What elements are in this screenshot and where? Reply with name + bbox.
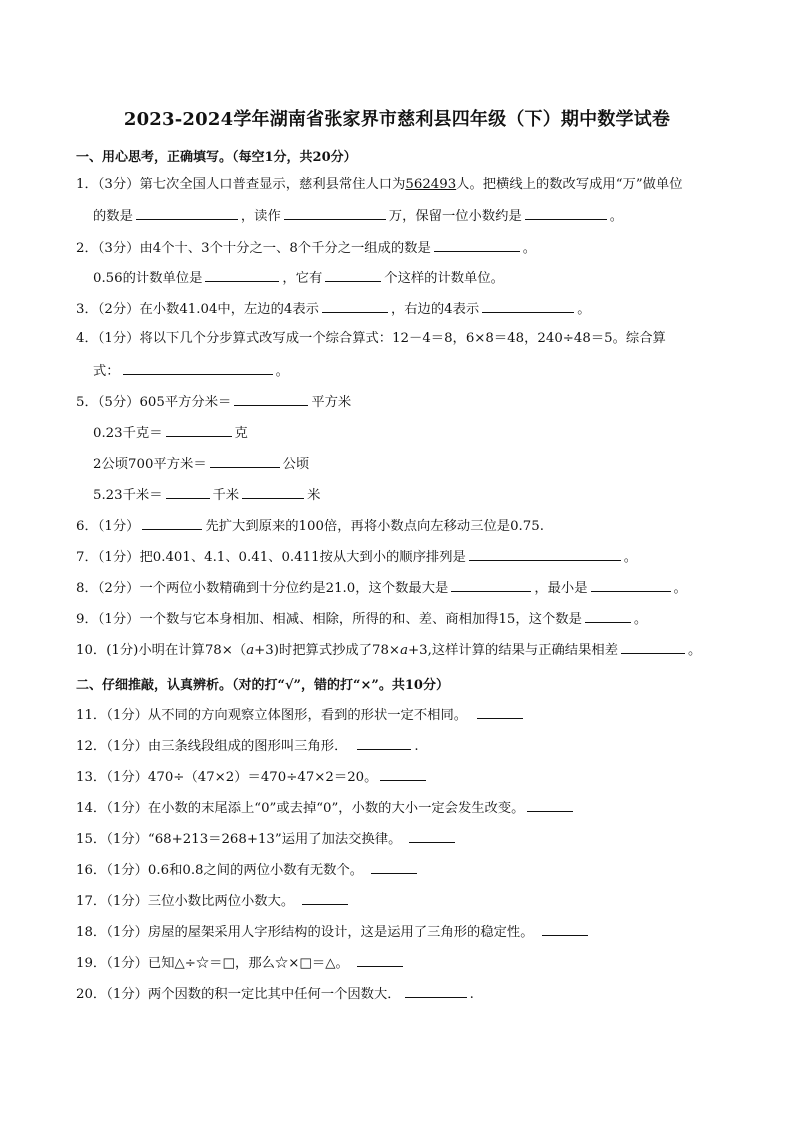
answer-blank[interactable] xyxy=(357,736,411,750)
text: 2．（3分）由4个十、3个十分之一、8个千分之一组成的数是 xyxy=(76,241,431,256)
answer-blank[interactable] xyxy=(166,423,232,437)
text: +3,这样计算的结果与正确结果相差 xyxy=(408,643,618,658)
text: 13．（1分）470÷（47×2）＝470÷47×2＝20。 xyxy=(76,770,378,785)
answer-blank[interactable] xyxy=(380,767,426,781)
question-4-line-1: 4．（1分）将以下几个分步算式改写成一个综合算式：12－4＝8，6×8＝48，240÷48＝5。综合算 xyxy=(76,331,666,346)
question-20 xyxy=(76,984,474,1004)
answer-blank[interactable] xyxy=(325,268,381,282)
answer-blank[interactable] xyxy=(136,206,238,220)
text: . xyxy=(469,987,474,1002)
text: 公顷 xyxy=(282,457,310,472)
text: 3．（2分）在小数41.04中，左边的4表示 xyxy=(76,302,319,317)
answer-blank[interactable] xyxy=(469,547,621,561)
text: ，右边的4表示 xyxy=(390,302,480,317)
question-5-line-2 xyxy=(93,423,248,443)
question-7 xyxy=(76,547,637,567)
text: 2公顷700平方米＝ xyxy=(93,457,207,472)
text: 19．（1分）已知△÷☆＝□，那么☆×□＝△。 xyxy=(76,956,349,971)
question-14 xyxy=(76,798,576,818)
text: 。 xyxy=(522,241,537,256)
answer-blank[interactable] xyxy=(142,516,202,530)
question-8 xyxy=(76,578,687,598)
question-2-line-1 xyxy=(76,238,536,258)
answer-blank[interactable] xyxy=(205,268,279,282)
text: 。 xyxy=(275,364,289,379)
text: 万，保留一位小数约是 xyxy=(388,209,522,224)
answer-blank[interactable] xyxy=(525,206,607,220)
answer-blank[interactable] xyxy=(242,485,304,499)
answer-blank[interactable] xyxy=(434,238,520,252)
underlined-number: 562493 xyxy=(405,177,457,192)
text: 14．（1分）在小数的末尾添上“0”或去掉“0”，小数的大小一定会发生改变。 xyxy=(76,801,525,816)
question-3 xyxy=(76,299,591,319)
answer-blank[interactable] xyxy=(477,705,523,719)
question-10 xyxy=(76,640,701,660)
question-1-line-1 xyxy=(76,176,683,194)
text: 10．(1分)小明在计算78×（ xyxy=(76,643,247,658)
question-1-line-2 xyxy=(93,206,623,226)
text: 20．（1分）两个因数的积一定比其中任何一个因数大． xyxy=(76,987,401,1002)
question-16 xyxy=(76,860,420,880)
text: 18．（1分）房屋的屋架采用人字形结构的设计，这是运用了三角形的稳定性。 xyxy=(76,925,534,940)
text: 5.23千米＝ xyxy=(93,488,163,503)
answer-blank[interactable] xyxy=(166,485,210,499)
variable-a: a xyxy=(400,643,409,658)
answer-blank[interactable] xyxy=(210,454,280,468)
text: 个这样的计数单位。 xyxy=(384,271,504,286)
text: 6．（1分） xyxy=(76,519,140,534)
question-19 xyxy=(76,953,406,973)
text: 。 xyxy=(673,581,687,596)
text: 0.56的计数单位是 xyxy=(93,271,203,286)
answer-blank[interactable] xyxy=(123,361,273,375)
text: 千米 xyxy=(212,488,240,503)
question-13 xyxy=(76,767,429,787)
text: 0.23千克＝ xyxy=(93,426,163,441)
question-11 xyxy=(76,705,526,725)
answer-blank[interactable] xyxy=(322,299,388,313)
answer-blank[interactable] xyxy=(284,206,386,220)
question-5-line-3 xyxy=(93,454,309,474)
text: 。 xyxy=(609,209,624,224)
text: 米 xyxy=(307,488,321,503)
question-9 xyxy=(76,609,647,629)
answer-blank[interactable] xyxy=(482,299,574,313)
text: 平方米 xyxy=(311,395,352,410)
text: 克 xyxy=(234,426,248,441)
text: 先扩大到原来的100倍，再将小数点向左移动三位是0.75. xyxy=(205,519,544,534)
text: 12．（1分）由三条线段组成的图形叫三角形． xyxy=(76,739,348,754)
text: 。 xyxy=(633,612,648,627)
answer-blank[interactable] xyxy=(621,640,685,654)
question-5-line-4 xyxy=(93,485,320,505)
text: 5．（5分）605平方分米＝ xyxy=(76,395,232,410)
page-title: 2023-2024学年湖南省张家界市慈利县四年级（下）期中数学试卷 xyxy=(123,109,671,130)
text: . xyxy=(414,739,419,754)
question-1-text: 1．（3分）第七次全国人口普查显示，慈利县常住人口为 xyxy=(76,177,406,192)
text: ，最小是 xyxy=(534,581,588,596)
text: 。 xyxy=(623,550,638,565)
question-12 xyxy=(76,736,419,756)
answer-blank[interactable] xyxy=(357,953,403,967)
question-15 xyxy=(76,829,458,849)
text: 17．（1分）三位小数比两位小数大。 xyxy=(76,894,295,909)
question-18 xyxy=(76,922,591,942)
answer-blank[interactable] xyxy=(591,578,671,592)
text: 9．（1分）一个数与它本身相加、相减、相除，所得的和、差、商相加得15，这个数是 xyxy=(76,612,582,627)
question-4-line-2 xyxy=(93,361,289,381)
answer-blank[interactable] xyxy=(302,891,348,905)
text: 11．（1分）从不同的方向观察立体图形，看到的形状一定不相同。 xyxy=(76,708,468,723)
question-5-line-1 xyxy=(76,392,351,412)
text: ，读作 xyxy=(240,209,281,224)
text: 的数是 xyxy=(93,209,133,224)
answer-blank[interactable] xyxy=(409,829,455,843)
question-17 xyxy=(76,891,351,911)
text: 。 xyxy=(688,643,702,658)
text: 8．（2分）一个两位小数精确到十分位约是21.0，这个数最大是 xyxy=(76,581,449,596)
text: 7．（1分）把0.401、4.1、0.41、0.411按从大到小的顺序排列是 xyxy=(76,550,466,565)
text: +3)时把算式抄成了78× xyxy=(254,643,401,658)
variable-a: a xyxy=(246,643,255,658)
answer-blank[interactable] xyxy=(451,578,531,592)
question-1-text-2: 人。把横线上的数改写成用“万”做单位 xyxy=(456,177,683,192)
text: 15．（1分）“68+213＝268+13”运用了加法交换律。 xyxy=(76,832,402,847)
text: 16．（1分）0.6和0.8之间的两位小数有无数个。 xyxy=(76,863,364,878)
text: 。 xyxy=(577,302,591,317)
question-2-line-2 xyxy=(93,268,504,288)
section-2-heading: 二、仔细推敲，认真辨析。（对的打“√”，错的打“×”。共10分） xyxy=(76,678,449,693)
text: 式： xyxy=(93,364,120,379)
question-6 xyxy=(76,516,544,536)
section-1-heading: 一、用心思考，正确填写。（每空1分，共20分） xyxy=(76,150,357,165)
answer-blank[interactable] xyxy=(585,609,631,623)
answer-blank[interactable] xyxy=(234,392,308,406)
answer-blank[interactable] xyxy=(527,798,573,812)
answer-blank[interactable] xyxy=(371,860,417,874)
answer-blank[interactable] xyxy=(405,984,467,998)
answer-blank[interactable] xyxy=(542,922,588,936)
text: ，它有 xyxy=(282,271,323,286)
